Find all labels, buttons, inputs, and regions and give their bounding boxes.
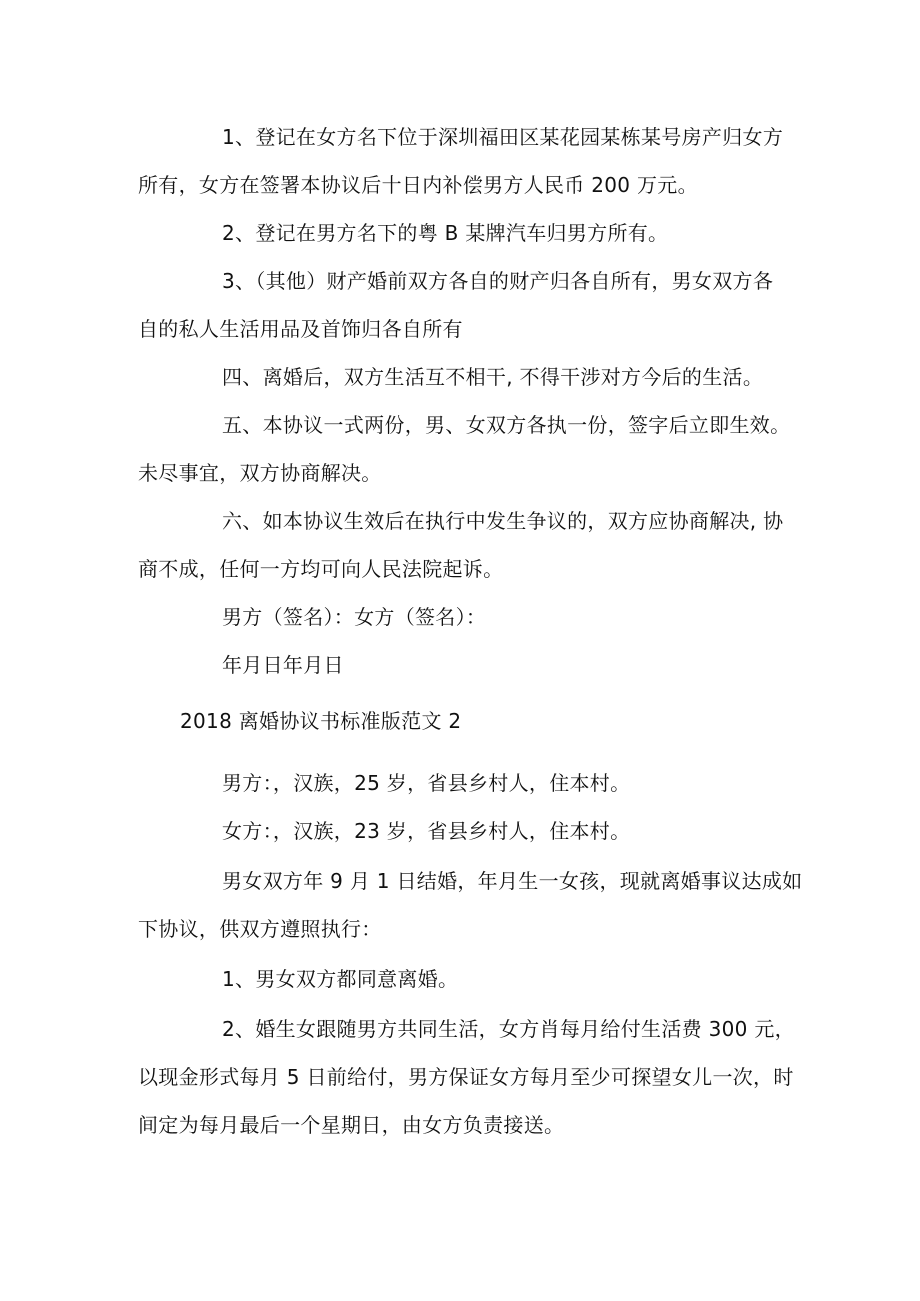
paragraph-custody-line-2: 以现金形式每月 5 日前给付，男方保证女方每月至少可探望女儿一次，时 [138,1065,794,1089]
paragraph-clause-five-line-1: 五、本协议一式两份，男、女双方各执一份，签字后立即生效。 [222,413,791,437]
paragraph-other-property-line-2: 自的私人生活用品及首饰归各自所有 [138,317,463,341]
signature-line: 男方（签名）：女方（签名）： [222,605,487,629]
paragraph-clause-five-line-2: 未尽事宜，双方协商解决。 [138,461,382,485]
paragraph-other-property-line-1: 3、（其他）财产婚前双方各自的财产归各自所有，男女双方各 [222,269,774,293]
paragraph-car: 2、登记在男方名下的粤 B 某牌汽车归男方所有。 [222,221,669,245]
paragraph-house-line-1: 1、登记在女方名下位于深圳福田区某花园某栋某号房产归女方 [222,125,784,149]
paragraph-clause-four: 四、离婚后，双方生活互不相干, 不得干涉对方今后的生活。 [222,365,764,389]
paragraph-clause-six-line-1: 六、如本协议生效后在执行中发生争议的，双方应协商解决, 协 [222,509,784,533]
paragraph-marriage-line-2: 下协议，供双方遵照执行： [138,917,382,941]
paragraph-clause-six-line-2: 商不成，任何一方均可向人民法院起诉。 [138,557,504,581]
paragraph-house-line-2: 所有，女方在签署本协议后十日内补偿男方人民币 200 万元。 [138,173,698,197]
section-heading: 2018 离婚协议书标准版范文 2 [180,709,462,733]
paragraph-custody-line-3: 间定为每月最后一个星期日，由女方负责接送。 [138,1113,565,1137]
paragraph-marriage-line-1: 男女双方年 9 月 1 日结婚，年月生一女孩，现就离婚事议达成如 [222,869,803,893]
paragraph-custody-line-1: 2、婚生女跟随男方共同生活，女方肖每月给付生活费 300 元， [222,1017,795,1041]
husband-info: 男方：，汉族，25 岁，省县乡村人，住本村。 [222,771,631,795]
paragraph-agree-divorce: 1、男女双方都同意离婚。 [222,967,459,991]
wife-info: 女方：，汉族，23 岁，省县乡村人，住本村。 [222,819,631,843]
date-line: 年月日年月日 [222,653,344,677]
